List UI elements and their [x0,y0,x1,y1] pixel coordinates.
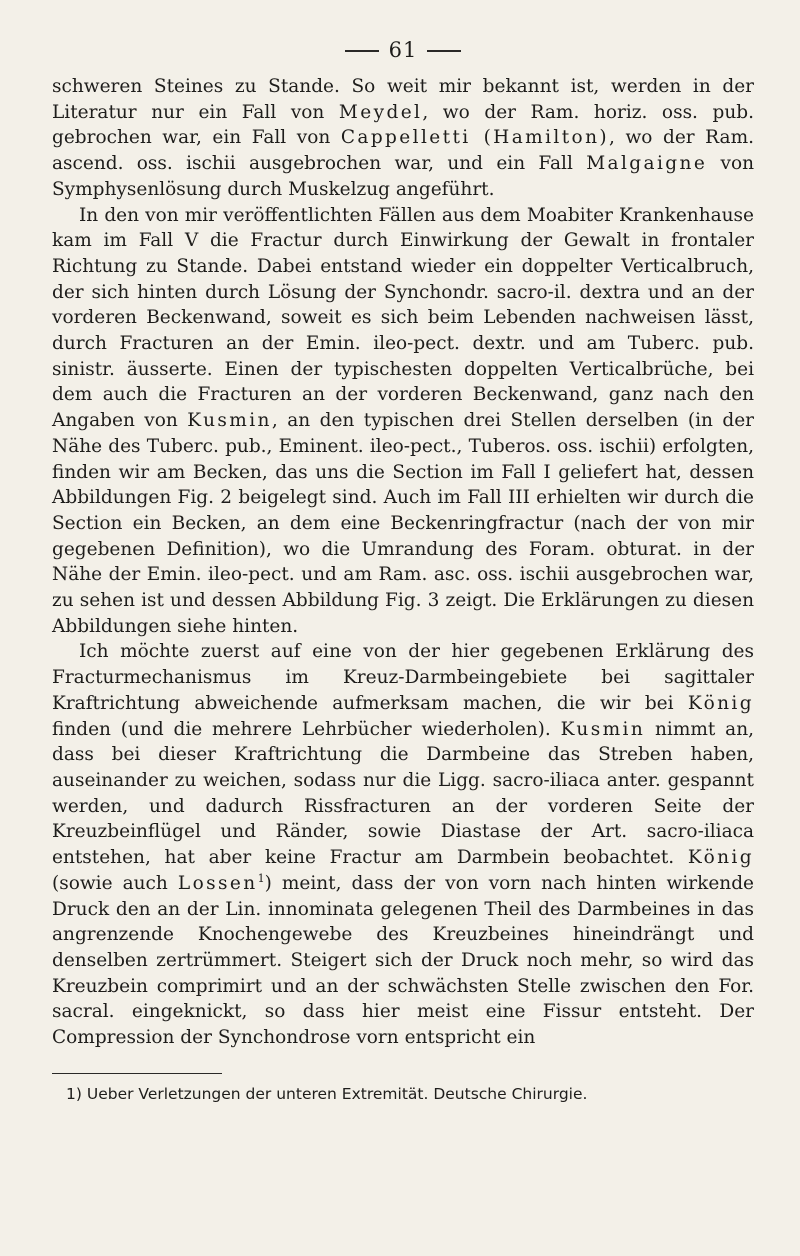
text-run: In den von mir veröffentlichten Fällen aus dem Moabiter Krankenhause kam im Fall V die Fractur durch Einwirkung der Gewalt in frontaler Richtung zu Stande. Dabei entstand wieder ein doppelter Verticalbruch, der sich hinten durch Lösung der Synchondr. sacro-il. dextra und an der vorderen Beckenwand, soweit es sich beim Lebenden nachweisen lässt, durch Fracturen an der Emin. ileo-pect. dextr. und am Tuberc. pub. sinistr. äusserte. Einen der typischesten doppelten Verticalbrüche, bei dem auch die Fracturen an der vorderen Beckenwand, ganz nach den Angaben von [52,204,754,432]
footnote-reference: 1 [257,871,265,885]
author-name: König [687,692,754,714]
author-name: Lossen [177,872,258,894]
text-run: , wo der Ram. ascend. oss. ischii ausgebrochen war, und ein Fall [52,127,754,175]
author-name: Kusmin [560,718,646,740]
author-name: Cappelletti (Hamilton) [340,127,610,149]
body-text [52,74,754,1051]
text-run: nimmt an, dass bei dieser Kraftrichtung die Darmbeine das Streben haben, auseinander zu weichen, sodass nur die Ligg. sacro-iliaca anter. gespannt werden, und dadurch Rissfracturen an der vorderen Seite der Kreuzbeinflügel und Ränder, sowie Diastase der Art. sacro-iliaca entstehen, hat aber keine Fractur am Darmbein beobachtet. [52,718,754,869]
footnote-divider [52,1073,222,1074]
header-dash-left [345,50,379,52]
header-dash-right [427,50,461,52]
paragraph-2 [52,203,754,640]
paragraph-1 [52,74,754,203]
text-run: schweren Steines zu Stande. So weit mir bekannt ist, werden in der Literatur nur ein Fall von [52,76,754,123]
author-name: Kusmin [187,410,272,432]
text-run: finden (und die mehrere Lehrbücher wiederholen). [52,718,561,740]
author-name: Meydel [338,101,423,123]
text-run: , wo der Ram. horiz. oss. pub. gebrochen war, ein Fall von [52,101,754,149]
author-name: Malgaigne [586,153,708,175]
footnote [52,1084,754,1104]
page-number: 61 [388,38,418,62]
text-run: von Symphysenlösung durch Muskelzug angeführt. [52,153,754,200]
text-run: Ich möchte zuerst auf eine von der hier gegebenen Erklärung des Fracturmechanismus im Kreuz-Darmbeingebiete bei sagittaler Kraftrichtung abweichende aufmerksam machen, die wir bei [52,641,754,714]
footnote-marker: 1) [66,1084,82,1103]
paragraph-3 [52,639,754,1050]
author-name: König [687,847,754,869]
page-header [52,38,754,62]
footnote-text: Ueber Verletzungen der unteren Extremität. Deutsche Chirurgie. [86,1084,588,1103]
text-run: (sowie auch [52,872,178,894]
text-run: , an den typischen drei Stellen derselben (in der Nähe des Tuberc. pub., Eminent. ileo-pect., Tuberos. oss. ischii) erfolgten, finden wir am Becken, das uns die Section im Fall I geliefert hat, dessen Abbildungen Fig. 2 beigelegt sind. Auch im Fall III erhielten wir durch die Section ein Becken, an dem eine Beckenringfractur (nach der von mir gegebenen Definition), wo die Umrandung des Foram. obturat. in der Nähe der Emin. ileo-pect. und am Ram. asc. oss. ischii ausgebrochen war, zu sehen ist und dessen Abbildung Fig. 3 zeigt. Die Erklärungen zu diesen Abbildungen siehe hinten. [52,410,754,637]
book-page [52,38,754,1104]
text-run: ) meint, dass der von vorn nach hinten wirkende Druck den an der Lin. innominata gelegenen Theil des Darmbeines in das angrenzende Knochengewebe des Kreuzbeines hineindrängt und denselben zertrümmert. Steigert sich der Druck noch mehr, so wird das Kreuzbein comprimirt und an der schwächsten Stelle zwischen den For. sacral. eingeknickt, so dass hier meist eine Fissur entsteht. Der Compression der Synchondrose vorn entspricht ein [52,872,754,1049]
